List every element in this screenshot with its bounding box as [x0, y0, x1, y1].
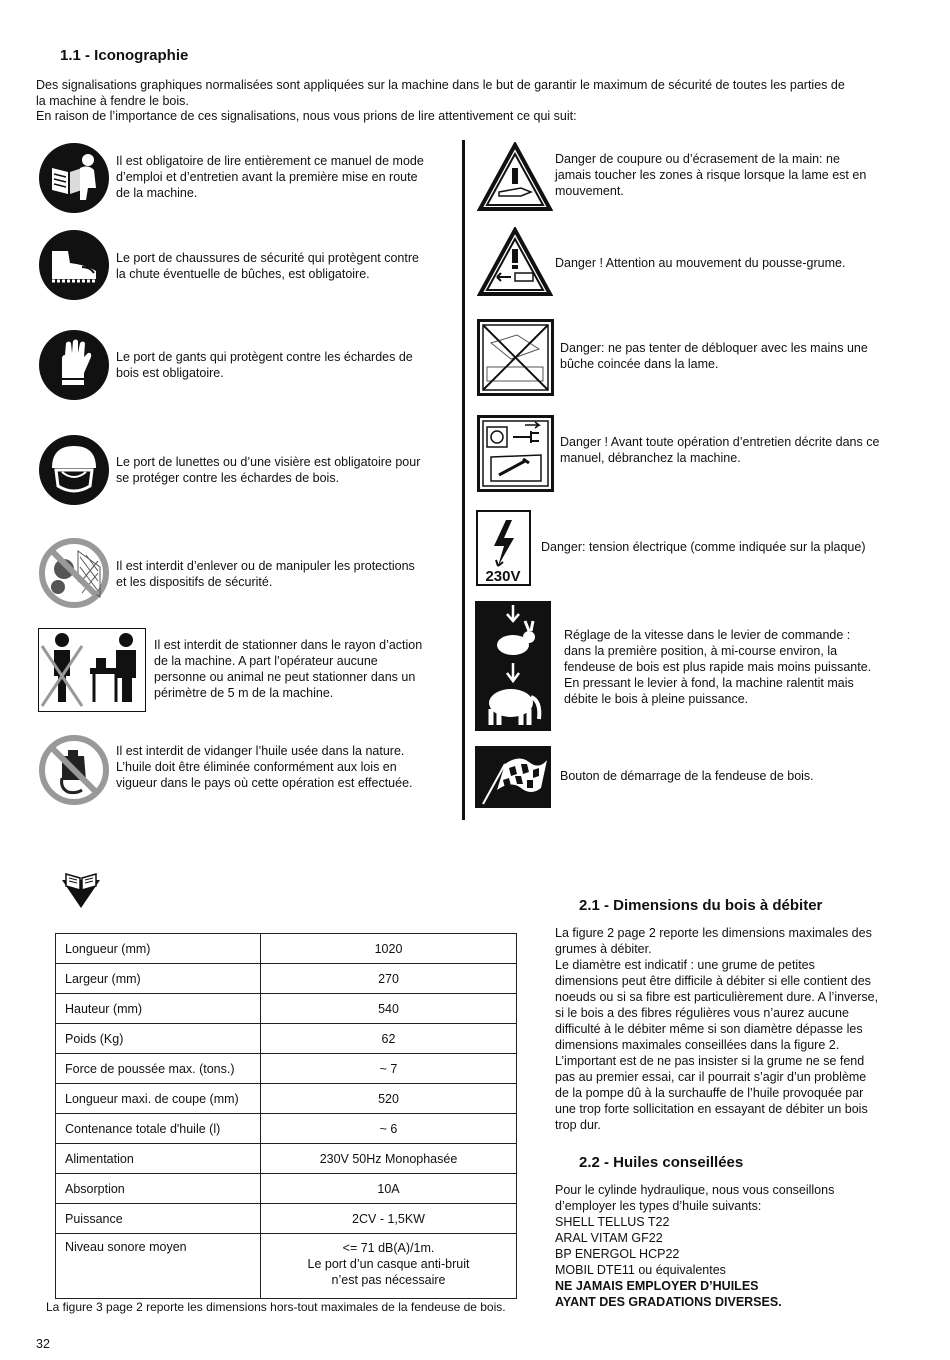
desc-line: bûche coincée dans la lame. — [560, 357, 719, 371]
table-caption: La figure 3 page 2 reporte les dimensions hors-tout maximales de la fendeuse de bois. — [46, 1300, 506, 1314]
column-divider — [462, 140, 465, 820]
section-title-oils: 2.2 - Huiles conseillées — [579, 1154, 744, 1171]
icon-desc-voltage — [541, 539, 906, 555]
dimensions-paragraph: La figure 2 page 2 reporte les dimensions maximales des grumes à débiter. Le diamètre est indicatif : une grume de petites dimensions peut être difficile à débiter si elle contient des noeuds ou si sa fibre est particulièrement dure. A l’inverse, si le bois a des fibres régulières vous n’aurez aucune difficulté à le débiter même si son diamètre dépasse les dimensions maximales conseillées dans la figure 2. L’important est de ne pas insister si la grume ne se fend pas au premier essai, car il pourrait s’agir d’un problème de la pompe dû à la surchauffe de l’huile provoquée par une trop forte sollicitation en essayant de débiter un bois trop dur. — [555, 926, 879, 1132]
spec-value: 2CV - 1,5KW — [261, 1204, 517, 1234]
table-row — [56, 1144, 517, 1174]
table-row — [56, 964, 517, 994]
intro-line: En raison de l’importance de ces signalisations, nous vous prions de lire attentivement ce qui suit: — [36, 109, 577, 124]
spec-value: ~ 6 — [261, 1114, 517, 1144]
table-row — [56, 1174, 517, 1204]
spec-label: Longueur maxi. de coupe (mm) — [56, 1084, 261, 1114]
spec-value: 520 — [261, 1084, 517, 1114]
spec-label: Absorption — [56, 1174, 261, 1204]
desc-line: En pressant le levier à fond, la machine ralentit mais — [564, 676, 854, 690]
icon-desc-speed — [564, 627, 909, 707]
desc-line: la chute éventuelle de bûches, est obligatoire. — [116, 267, 370, 281]
no-hand-unjam-icon — [477, 319, 554, 396]
desc-line: Il est interdit de stationner dans le rayon d’action — [154, 638, 423, 652]
desc-line: se protéger contre les échardes de bois. — [116, 471, 340, 485]
desc-line: mouvement. — [555, 184, 624, 198]
no-standing-zone-icon — [38, 628, 146, 712]
voltage-label: 230V — [485, 568, 521, 585]
table-row — [56, 994, 517, 1024]
spec-value: 1020 — [261, 934, 517, 964]
spec-value: ~ 7 — [261, 1054, 517, 1084]
icon-desc-face-shield — [116, 454, 456, 486]
desc-line: personne ou animal ne peut stationner dans un — [154, 670, 416, 684]
icon-desc-safety-shoes — [116, 250, 456, 282]
icon-desc-no-standing-zone — [154, 637, 454, 701]
desc-line: débite le bois à pleine puissance. — [564, 692, 749, 706]
desc-line: de la machine. — [116, 186, 198, 200]
desc-line: Il est obligatoire de lire entièrement ce manuel de mode — [116, 154, 424, 168]
icon-desc-no-hand-unjam — [560, 340, 905, 372]
desc-line: Il est interdit de vidanger l’huile usée dans la nature. — [116, 744, 405, 758]
icon-desc-no-oil-dumping — [116, 743, 456, 791]
table-row — [56, 1024, 517, 1054]
section-title-iconographie: 1.1 - Iconographie — [60, 47, 189, 64]
desc-line: vigueur dans le pays où cette opération est effectuée. — [116, 776, 413, 790]
desc-line: Danger: tension électrique (comme indiquée sur la plaque) — [541, 540, 866, 554]
spec-value: 230V 50Hz Monophasée — [261, 1144, 517, 1174]
spec-label: Longueur (mm) — [56, 934, 261, 964]
spec-label: Puissance — [56, 1204, 261, 1234]
spec-label: Niveau sonore moyen — [56, 1234, 261, 1299]
gloves-icon — [38, 329, 110, 401]
desc-line: Le port de lunettes ou d’une visière est obligatoire pour — [116, 455, 421, 469]
read-manual-icon — [38, 142, 110, 214]
table-row — [56, 1204, 517, 1234]
start-flag-icon — [475, 746, 551, 808]
spec-value: 540 — [261, 994, 517, 1024]
spec-value: 10A — [261, 1174, 517, 1204]
section-title-dimensions: 2.1 - Dimensions du bois à débiter — [579, 897, 823, 914]
spec-label: Hauteur (mm) — [56, 994, 261, 1024]
icon-desc-log-pusher — [555, 255, 905, 271]
speed-rabbit-elephant-icon — [475, 601, 551, 731]
unplug-before-maintenance-icon — [477, 415, 554, 492]
page-number: 32 — [36, 1337, 50, 1351]
table-row — [56, 1054, 517, 1084]
intro-paragraph — [36, 78, 916, 125]
electric-voltage-icon — [476, 510, 531, 586]
desc-line: de la machine. A part l’opérateur aucune — [154, 654, 378, 668]
oils-warning: NE JAMAIS EMPLOYER D’HUILES — [555, 1279, 759, 1293]
table-row — [56, 1234, 517, 1299]
specs-table — [55, 933, 517, 1299]
safety-shoes-icon — [38, 229, 110, 301]
icon-desc-no-remove-guards — [116, 558, 456, 590]
icon-desc-unplug — [560, 434, 905, 466]
spec-value: 270 — [261, 964, 517, 994]
desc-line: et les dispositifs de sécurité. — [116, 575, 273, 589]
intro-line: Des signalisations graphiques normalisées sont appliquées sur la machine dans le but de garantir le maximum de sécurité de toutes les parties de — [36, 78, 845, 92]
table-row — [56, 1114, 517, 1144]
intro-line: la machine à fendre le bois. — [36, 93, 189, 108]
desc-line: Le port de gants qui protègent contre les échardes de — [116, 350, 413, 364]
spec-label: Largeur (mm) — [56, 964, 261, 994]
desc-line: Bouton de démarrage de la fendeuse de bois. — [560, 769, 814, 783]
desc-line: Il est interdit d’enlever ou de manipuler les protections — [116, 559, 415, 573]
table-row — [56, 934, 517, 964]
spec-value: <= 71 dB(A)/1m. Le port d’un casque anti-bruit n’est pas nécessaire — [261, 1234, 517, 1299]
spec-value: 62 — [261, 1024, 517, 1054]
spec-label: Contenance totale d'huile (l) — [56, 1114, 261, 1144]
oils-paragraph: Pour le cylinde hydraulique, nous vous conseillons d’employer les types d’huile suivants: SHELL TELLUS T22 ARAL VITAM GF22 BP ENERGOL HCP22 MOBIL DTE11 ou équivalentes NE JAMAIS EMPLOYER D’HUILES AYANT DES GRADATIONS DIVERSES. — [555, 1182, 915, 1310]
desc-line: manuel, débranchez la machine. — [560, 451, 741, 465]
desc-line: Danger ! Attention au mouvement du pousse-grume. — [555, 256, 846, 270]
desc-line: Danger ! Avant toute opération d’entretien décrite dans ce — [560, 435, 880, 449]
desc-line: périmètre de 5 m de la machine. — [154, 686, 334, 700]
desc-line: fendeuse de bois est plus rapide mais moins puissante. — [564, 660, 872, 674]
desc-line: Le port de chaussures de sécurité qui protègent contre — [116, 251, 419, 265]
spec-label: Force de poussée max. (tons.) — [56, 1054, 261, 1084]
desc-line: d’emploi et d’entretien avant la première mise en route — [116, 170, 418, 184]
icon-desc-gloves — [116, 349, 456, 381]
log-pusher-warning-icon — [477, 227, 553, 297]
desc-line: Danger de coupure ou d’écrasement de la main: ne — [555, 152, 840, 166]
hand-crush-warning-icon — [477, 142, 553, 212]
face-shield-icon — [38, 434, 110, 506]
desc-line: dans la première position, à mi-course environ, la — [564, 644, 838, 658]
book-reference-icon — [60, 870, 102, 910]
no-remove-guards-icon — [38, 537, 110, 609]
icon-desc-read-manual — [116, 153, 456, 201]
desc-line: Réglage de la vitesse dans le levier de commande : — [564, 628, 851, 642]
table-row — [56, 1084, 517, 1114]
spec-label: Poids (Kg) — [56, 1024, 261, 1054]
desc-line: Danger: ne pas tenter de débloquer avec les mains une — [560, 341, 868, 355]
spec-label: Alimentation — [56, 1144, 261, 1174]
oils-warning: AYANT DES GRADATIONS DIVERSES. — [555, 1295, 782, 1309]
desc-line: bois est obligatoire. — [116, 366, 224, 380]
no-oil-dumping-icon — [38, 734, 110, 806]
desc-line: L’huile doit être éliminée conformément aux lois en — [116, 760, 397, 774]
icon-desc-start — [560, 768, 905, 784]
desc-line: jamais toucher les zones à risque lorsque la lame est en — [555, 168, 867, 182]
icon-desc-hand-crush — [555, 151, 905, 199]
